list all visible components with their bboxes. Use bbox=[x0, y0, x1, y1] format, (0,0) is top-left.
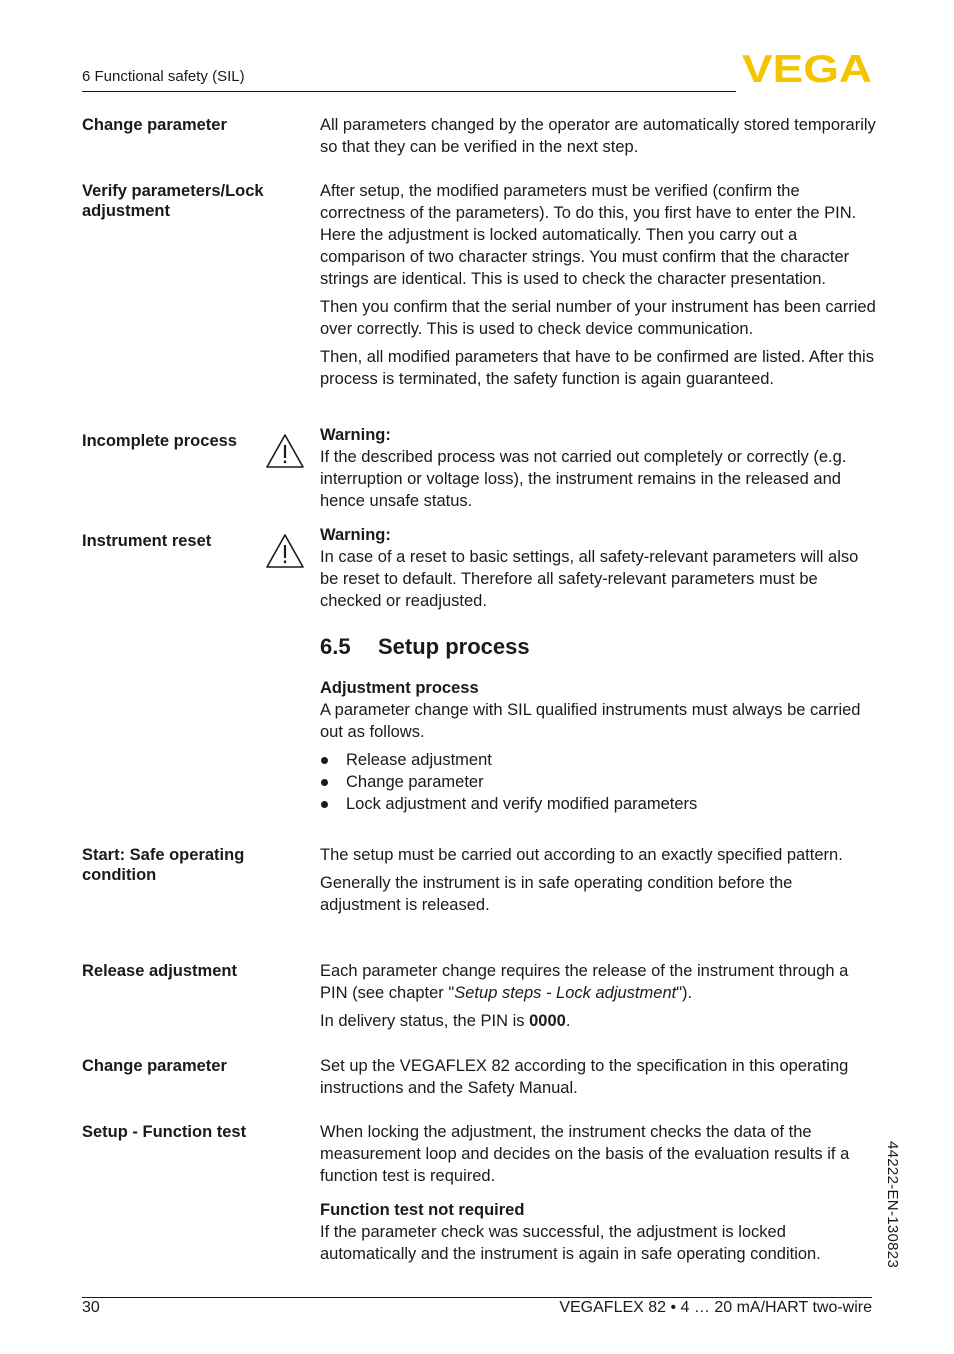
label-change-parameter: Change parameter bbox=[82, 116, 227, 134]
function-test-subheading: Function test not required bbox=[320, 1201, 525, 1219]
footer-rule bbox=[82, 1297, 872, 1298]
label-start-safe-condition: Start: Safe operating condition bbox=[82, 846, 245, 884]
text-function-test: When locking the adjustment, the instrument checks the data of the measurement loop and decides on the basis of the evaluation results if a function test is required. Function test not required If the parameter check was successful, the adjustment is locked automatically and the instrument is again in safe operating condition. bbox=[320, 1121, 876, 1271]
label-change-parameter-setup: Change parameter bbox=[82, 1057, 227, 1075]
list-item: Release adjustment bbox=[320, 749, 876, 771]
adjustment-process-block bbox=[320, 677, 876, 815]
svg-text:VEGA: VEGA bbox=[742, 52, 872, 84]
section-number: 6.5 bbox=[320, 634, 351, 659]
list-item: Change parameter bbox=[320, 771, 876, 793]
text-release-adjustment: Each parameter change requires the release of the instrument through a PIN (see chapter "Setup steps - Lock adjustment"). In delivery status, the PIN is 0000. bbox=[320, 962, 849, 1030]
label-incomplete-process: Incomplete process bbox=[82, 432, 237, 450]
section-heading bbox=[320, 634, 530, 660]
warning-instrument-reset: Warning: In case of a reset to basic settings, all safety-relevant parameters will also be reset to default. Therefore all safety-relevant parameters must be checked or readjusted. bbox=[320, 526, 859, 610]
section-title: Setup process bbox=[378, 634, 530, 659]
page-number: 30 bbox=[82, 1299, 100, 1316]
adjustment-text: A parameter change with SIL qualified instruments must always be carried out as follows. bbox=[320, 701, 861, 741]
warning-triangle-icon bbox=[265, 533, 305, 569]
label-function-test: Setup - Function test bbox=[82, 1123, 247, 1141]
label-release-adjustment: Release adjustment bbox=[82, 962, 237, 980]
list-item: Lock adjustment and verify modified parameters bbox=[320, 793, 876, 815]
warning-triangle-icon bbox=[265, 433, 305, 469]
text-change-parameter: All parameters changed by the operator are automatically stored temporarily so that they can be verified in the next step. bbox=[320, 116, 876, 156]
default-pin: 0000 bbox=[529, 1012, 566, 1030]
label-instrument-reset: Instrument reset bbox=[82, 532, 212, 550]
header-rule bbox=[82, 91, 736, 92]
label-verify-parameters: Verify parameters/Lock adjustment bbox=[82, 182, 264, 220]
text-start-safe-condition: The setup must be carried out according to an exactly specified pattern. Generally the instrument is in safe operating condition before the adjustment is released. bbox=[320, 846, 843, 914]
running-header: 6 Functional safety (SIL) bbox=[82, 68, 245, 85]
vega-logo bbox=[742, 52, 872, 84]
text-verify-parameters: After setup, the modified parameters must be verified (confirm the correctness of the parameters). To do this, you first have to enter the PIN. Here the adjustment is locked automatically. Then you carry out a comparison of two character strings. You must confirm that the character strings are identical. This is used to check the character presentation. Then you confirm that the serial number of your instrument has been carried over correctly. This is used to check device communication. Then, all modified parameters that have to be confirmed are listed. After this process is terminated, the safety function is again guaranteed. bbox=[320, 182, 876, 388]
warning-incomplete-process: Warning: If the described process was not carried out completely or correctly (e.g. interruption or voltage loss), the instrument remains in the released and hence unsafe status. bbox=[320, 426, 847, 510]
footer-document-title: VEGAFLEX 82 • 4 … 20 mA/HART two-wire bbox=[559, 1299, 872, 1316]
text-change-parameter-setup: Set up the VEGAFLEX 82 according to the specification in this operating instructions and the Safety Manual. bbox=[320, 1057, 849, 1097]
chapter-reference: Setup steps - Lock adjustment bbox=[454, 984, 677, 1002]
document-id: 44222-EN-130823 bbox=[884, 1141, 901, 1269]
adjustment-steps-list bbox=[320, 749, 876, 815]
adjustment-heading: Adjustment process bbox=[320, 679, 479, 697]
